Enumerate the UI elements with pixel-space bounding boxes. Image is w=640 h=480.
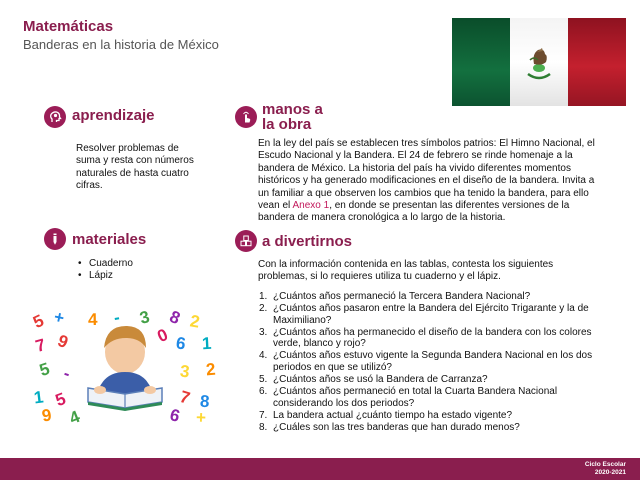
question-number: 3. [259,326,268,338]
manos-a-la-obra-text [258,138,604,225]
decorative-digit: 5 [30,310,47,333]
decorative-digit: 1 [201,333,212,354]
decorative-digit: 6 [167,405,182,426]
decorative-digit: 4 [66,406,83,429]
decorative-digit: 8 [166,306,183,329]
brain-head-icon [44,106,66,128]
paragraph-text: , en donde se presentan las diferentes versiones de la bandera de manera cronológica a lo largo de la historia. [258,200,570,224]
mexico-flag [452,18,626,106]
anexo-link[interactable]: Anexo 1 [292,200,330,212]
decorative-digit: - [61,363,73,384]
decorative-digit: 3 [137,307,152,328]
blocks-icon [235,230,257,252]
list-item [259,422,599,434]
child-reading-illustration [30,306,220,429]
page-subtitle: Banderas en la historia de México [23,37,219,52]
list-item [259,374,599,386]
list-item [259,291,599,303]
decorative-digit: 7 [33,335,48,356]
decorative-digit: 5 [37,359,53,381]
decorative-digit: 9 [55,330,71,353]
coat-of-arms-icon [524,44,554,80]
aprendizaje-text: Resolver problemas de suma y resta con números naturales de hasta cuatro cifras. [76,143,194,192]
question-number: 6. [259,386,268,398]
question-text: ¿Cuántos años pasaron entre la Bandera del Ejército Trigarante y la de Maximiliano? [273,303,589,326]
decorative-digit: 2 [205,359,217,380]
a-divertirnos-intro: Con la información contenida en las tablas, contesta los siguientes problemas, si lo requieres utiliza tu cuaderno y el lápiz. [258,259,554,283]
question-text: La bandera actual ¿cuánto tiempo ha estado vigente? [273,409,513,421]
footer-bar [0,458,640,480]
section-title-materiales: materiales [72,231,147,248]
school-cycle [585,461,626,477]
question-text: ¿Cuántos años ha permanecido el diseño de la bandera con los colores verde, blanco y rojo? [273,326,592,350]
question-text: ¿Cuántos años permaneció en total la Cuarta Bandera Nacional considerando los dos periodos? [273,386,558,409]
list-item [259,350,599,373]
list-item [259,303,599,326]
school-cycle-years: 2020-2021 [594,469,626,476]
paragraph-text: En la ley del país se establecen tres símbolos patrios: El Himno Nacional, el Escudo Nacional y la Bandera. El 24 de febrero se rinde homenaje a la bandera de México. La historia del país ha vivido diferentes momentos históricos y ha generado modificaciones en el diseño de la bandera. Invita a un familiar a que observen los cambios que ha tenido la bandera, para ello vean el [258,138,595,212]
question-number: 7. [259,409,268,421]
hand-pointer-icon [235,106,257,128]
section-title-manos-a-la-obra [262,102,323,132]
list-item: • Lápiz [76,270,196,282]
decorative-digit: - [112,307,122,328]
section-title-line: manos a [262,101,323,118]
question-text: ¿Cuáles son las tres banderas que han durado menos? [273,422,520,434]
question-text: ¿Cuántos años permaneció la Tercera Bandera Nacional? [273,291,531,302]
decorative-digit: 8 [199,391,211,412]
decorative-digit: 1 [32,387,45,408]
materials-list [76,258,196,282]
decorative-digit: 3 [179,361,191,382]
list-item [259,386,599,409]
pencil-icon [44,228,66,250]
decorative-digit: 2 [188,311,202,332]
list-item: • Cuaderno [76,258,196,270]
section-title-a-divertirnos: a divertirnos [262,233,353,250]
section-title-aprendizaje: aprendizaje [72,107,155,124]
decorative-digit: + [52,307,66,328]
question-number: 2. [259,303,268,315]
question-number: 1. [259,291,268,302]
decorative-digit: + [195,407,207,428]
question-number: 4. [259,350,268,362]
question-text: ¿Cuántos años se usó la Bandera de Carranza? [273,374,488,386]
decorative-digit: 0 [154,324,171,347]
decorative-digit: 9 [40,405,53,426]
list-item [259,410,599,422]
question-number: 8. [259,422,268,434]
question-number: 5. [259,374,268,386]
decorative-digit: 5 [52,388,69,411]
section-title-line: la obra [262,116,312,133]
question-text: ¿Cuántos años estuvo vigente la Segunda Bandera Nacional en los dos periodos en que se utilizó? [273,350,593,374]
list-item [259,327,599,350]
school-cycle-label: Ciclo Escolar [584,461,626,468]
subject-title: Matemáticas [23,18,114,35]
questions-list [259,291,599,434]
decorative-digit: 6 [174,333,187,354]
decorative-digit: 4 [87,309,98,330]
decorative-digit: 7 [177,387,193,408]
